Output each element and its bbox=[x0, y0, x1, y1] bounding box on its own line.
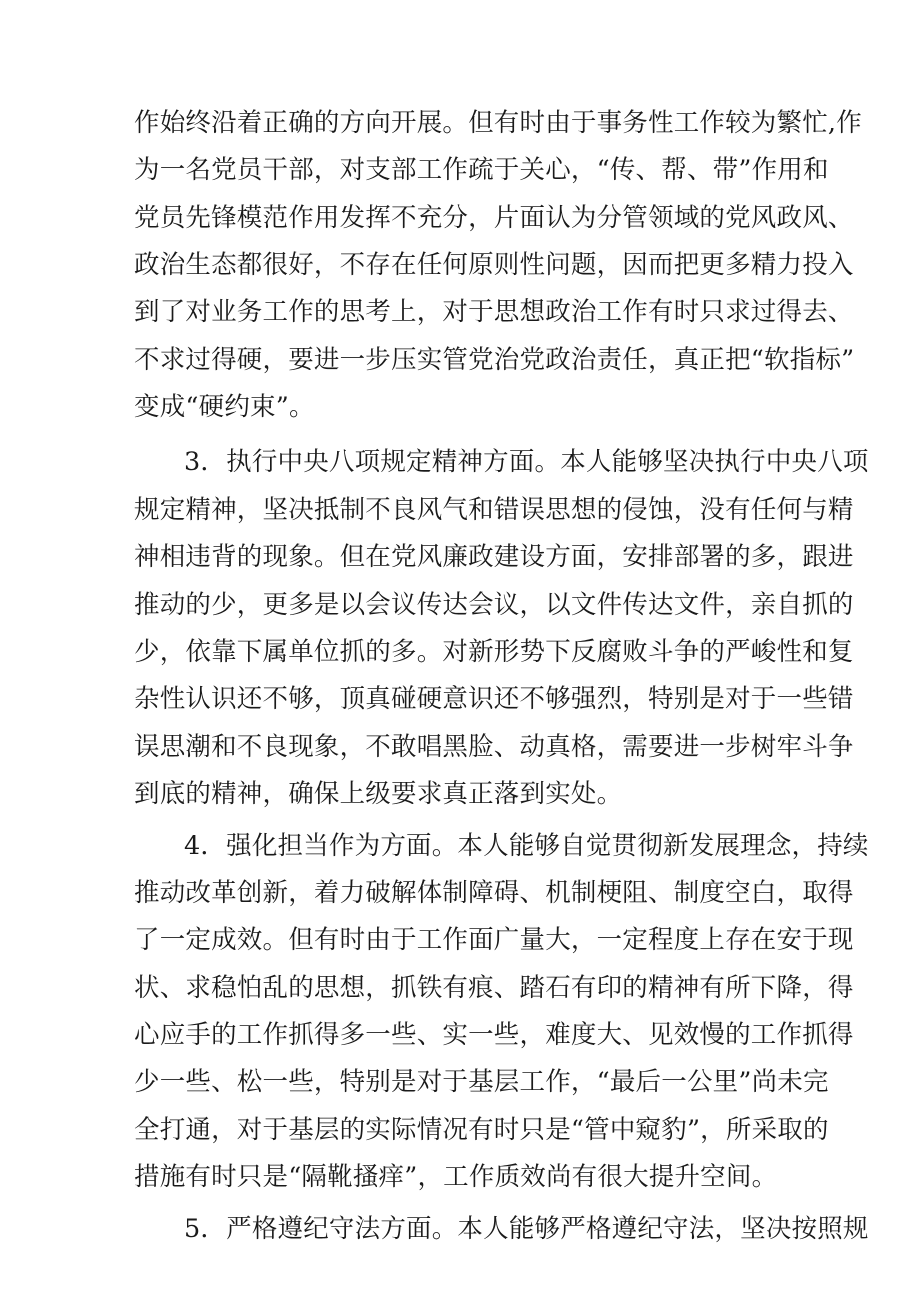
text-line: 政治生态都很好，不存在任何原则性问题，因而把更多精力投入 bbox=[134, 250, 854, 280]
text-line: 到底的精神，确保上级要求真正落到实处。 bbox=[134, 779, 623, 809]
text-line: 心应手的工作抓得多一些、实一些，难度大、见效慢的工作抓得 bbox=[134, 1020, 854, 1050]
text-line: 少，依靠下属单位抓的多。对新形势下反腐败斗争的严峻性和复 bbox=[134, 637, 854, 667]
text-line: 措施有时只是“隔靴搔痒”，工作质效尚有很大提升空间。 bbox=[134, 1162, 778, 1192]
text-line: 推动改革创新，着力破解体制障碍、机制梗阻、制度空白，取得 bbox=[134, 878, 854, 908]
text-line: 杂性认识还不够，顶真碰硬意识还不够强烈，特别是对于一些错 bbox=[134, 684, 854, 714]
text-line: 神相违背的现象。但在党风廉政建设方面，安排部署的多，跟进 bbox=[134, 542, 854, 572]
paragraph-3-start: 3．执行中央八项规定精神方面。本人能够坚决执行中央八项 bbox=[184, 447, 869, 477]
text-line: 推动的少，更多是以会议传达会议，以文件传达文件，亲自抓的 bbox=[134, 590, 854, 620]
text-line: 了一定成效。但有时由于工作面广量大，一定程度上存在安于现 bbox=[134, 925, 854, 955]
text-line: 为一名党员干部，对支部工作疏于关心，“传、帮、带”作用和 bbox=[134, 155, 829, 185]
paragraph-4-start: 4．强化担当作为方面。本人能够自觉贯彻新发展理念，持续 bbox=[184, 831, 869, 861]
paragraph-5-start: 5．严格遵纪守法方面。本人能够严格遵纪守法，坚决按照规 bbox=[184, 1214, 869, 1244]
text-line: 作始终沿着正确的方向开展。但有时由于事务性工作较为繁忙,作 bbox=[134, 108, 862, 138]
text-line: 到了对业务工作的思考上，对于思想政治工作有时只求过得去、 bbox=[134, 297, 854, 327]
text-line: 规定精神，坚决抵制不良风气和错误思想的侵蚀，没有任何与精 bbox=[134, 495, 854, 525]
text-line: 党员先锋模范作用发挥不充分，片面认为分管领域的党风政风、 bbox=[134, 203, 854, 233]
text-line: 不求过得硬，要进一步压实管党治党政治责任，真正把“软指标” bbox=[134, 345, 855, 375]
text-line: 变成“硬约束”。 bbox=[134, 392, 315, 422]
text-line: 少一些、松一些，特别是对于基层工作，“最后一公里”尚未完 bbox=[134, 1067, 829, 1097]
text-line: 全打通，对于基层的实际情况有时只是“管中窥豹”，所采取的 bbox=[134, 1115, 829, 1145]
text-line: 误思潮和不良现象，不敢唱黑脸、动真格，需要进一步树牢斗争 bbox=[134, 732, 854, 762]
text-line: 状、求稳怕乱的思想，抓铁有痕、踏石有印的精神有所下降，得 bbox=[134, 973, 854, 1003]
